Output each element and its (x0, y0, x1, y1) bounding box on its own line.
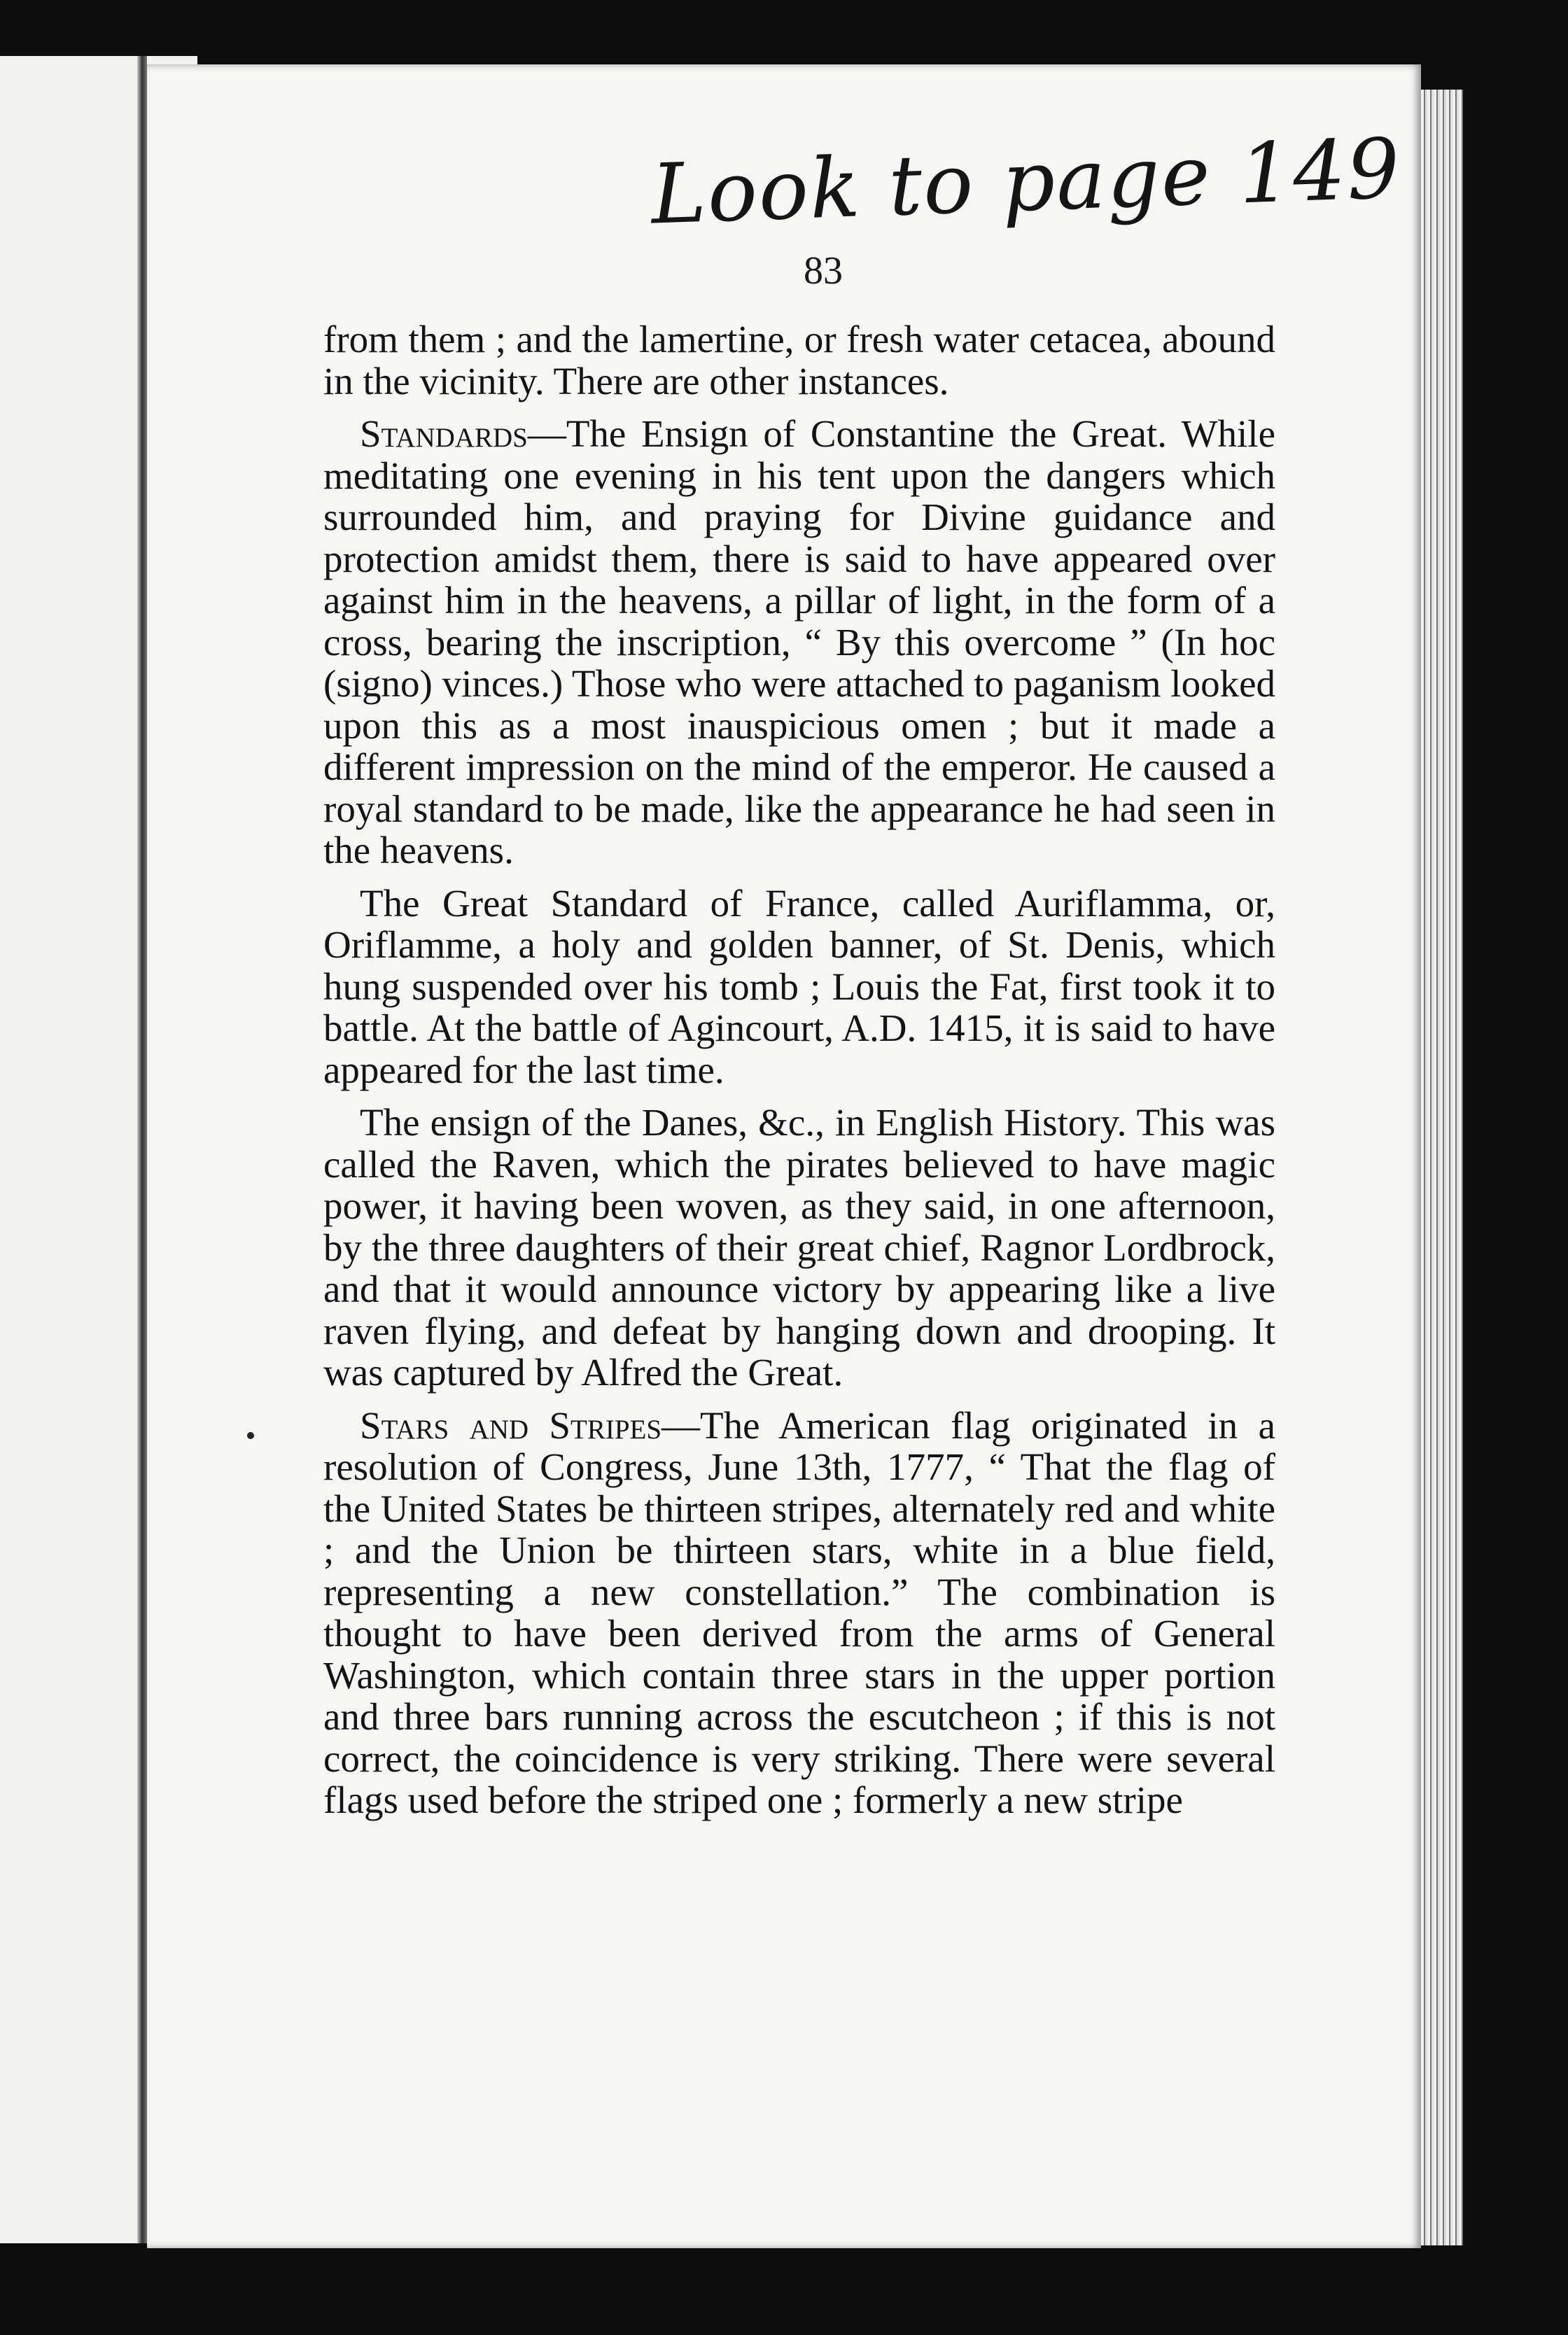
entry-heading-stars-and-stripes: Stars and Stripes (360, 1403, 662, 1447)
paragraph-continuation: from them ; and the lamertine, or fresh water cetacea, abound in the vicinity. There are other instances. (323, 318, 1275, 402)
book-gutter (137, 56, 147, 2243)
ink-speck (247, 1432, 254, 1439)
page-number: 83 (804, 249, 843, 293)
page-body (323, 318, 1275, 1832)
paragraph-danish-ensign: The ensign of the Danes, &c., in English History. This was called the Raven, which the pirates believed to have magic power, it having been woven, as they said, in one afternoon, by the three daughters of their great chief, Ragnor Lordbrock, and that it would announce victory by appearing like a live raven flying, and defeat by hanging down and drooping. It was captured by Alfred the Great. (323, 1101, 1275, 1394)
page-edges (1421, 90, 1463, 2245)
paragraph-standards (323, 413, 1275, 871)
paragraph-stars-and-stripes-text: —The American flag originated in a resolution of Congress, June 13th, 1777, “ That the flag of the United States be thirteen stripes, alternately red and white ; and the Union be thirteen stars, white in a blue field, representing a new constellation.” The combination is thought to have been derived from the arms of General Washington, which contain three stars in the upper portion and three bars running across the escutcheon ; if this is not correct, the coincidence is very striking. There were several flags used before the striped one ; formerly a new stripe (323, 1403, 1275, 1821)
paragraph-standards-text: —The Ensign of Constantine the Great. While meditating one evening in his tent upon the dangers which surrounded him, and praying for Divine guidance and protection amidst them, there is said to have appeared over against him in the heavens, a pillar of light, in the form of a cross, bearing the inscription, “ By this overcome ” (In hoc (signo) vinces.) Those who were attached to paganism looked upon this as a most inauspicious omen ; but it made a different impression on the mind of the emperor. He caused a royal standard to be made, like the appearance he had seen in the heavens. (323, 412, 1275, 871)
paragraph-france-standard: The Great Standard of France, called Auriflamma, or, Oriflamme, a holy and golden banner, of St. Denis, which hung suspended over his tomb ; Louis the Fat, first took it to battle. At the battle of Agincourt, A.D. 1415, it is said to have appeared for the last time. (323, 881, 1275, 1091)
handwritten-note: Look to page 149 (649, 120, 1403, 243)
paragraph-stars-and-stripes (323, 1405, 1275, 1821)
entry-heading-standards: Standards (360, 412, 528, 455)
